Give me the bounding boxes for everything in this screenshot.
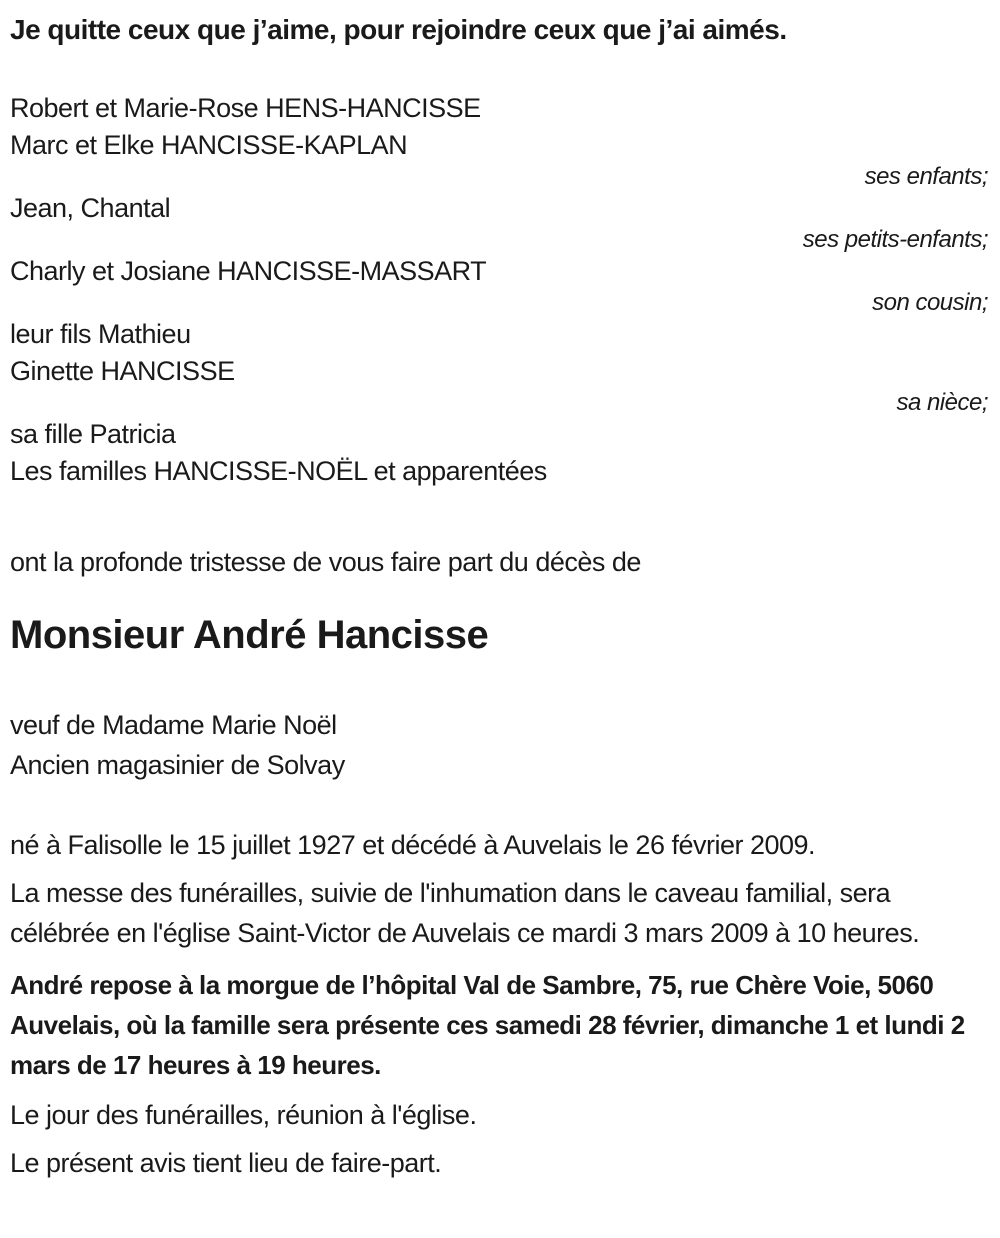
funeral-service-paragraph: La messe des funérailles, suivie de l'inhumation dans le caveau familial, sera célébrée en l'église Saint-Victor de Auvelais ce mardi 3 mars 2009 à 10 heures. [10, 878, 920, 948]
mourner-line: Marc et Elke HANCISSE-KAPLAN [10, 130, 408, 160]
mourner-line: leur fils Mathieu [10, 319, 191, 349]
mourner-line: Charly et Josiane HANCISSE-MASSART [10, 256, 487, 286]
deceased-name-heading: Monsieur André Hancisse [10, 613, 489, 657]
relation-label: ses enfants; [864, 163, 988, 190]
relation-label: sa nièce; [896, 389, 988, 416]
deceased-detail-profession: Ancien magasinier de Solvay [10, 750, 345, 780]
mourner-line: Les familles HANCISSE-NOËL et apparentées [10, 456, 547, 486]
deceased-detail-widower: veuf de Madame Marie Noël [10, 710, 337, 740]
deceased-details [10, 705, 988, 785]
mourner-line: Robert et Marie-Rose HENS-HANCISSE [10, 93, 481, 123]
announcement-line: ont la profonde tristesse de vous faire part du décès de [10, 547, 641, 577]
mourner-line: Jean, Chantal [10, 193, 171, 223]
repose-notice-paragraph: André repose à la morgue de l’hôpital Val de Sambre, 75, rue Chère Voie, 5060 Auvelais, où la famille sera présente ces samedi 28 février, dimanche 1 et lundi 2 mars de 17 heures à 19 heures. [10, 970, 965, 1080]
funeral-day-note: Le jour des funérailles, réunion à l'église. [10, 1100, 477, 1130]
relation-label: ses petits-enfants; [802, 226, 988, 253]
epitaph-line: Je quitte ceux que j’aime, pour rejoindre ceux que j’ai aimés. [10, 14, 787, 45]
birth-death-line: né à Falisolle le 15 juillet 1927 et décédé à Auvelais le 26 février 2009. [10, 830, 816, 860]
mourners-list [10, 90, 988, 490]
closing-note: Le présent avis tient lieu de faire-part. [10, 1148, 442, 1178]
relation-label: son cousin; [872, 289, 988, 316]
mourner-line: sa fille Patricia [10, 419, 176, 449]
mourner-line: Ginette HANCISSE [10, 356, 235, 386]
